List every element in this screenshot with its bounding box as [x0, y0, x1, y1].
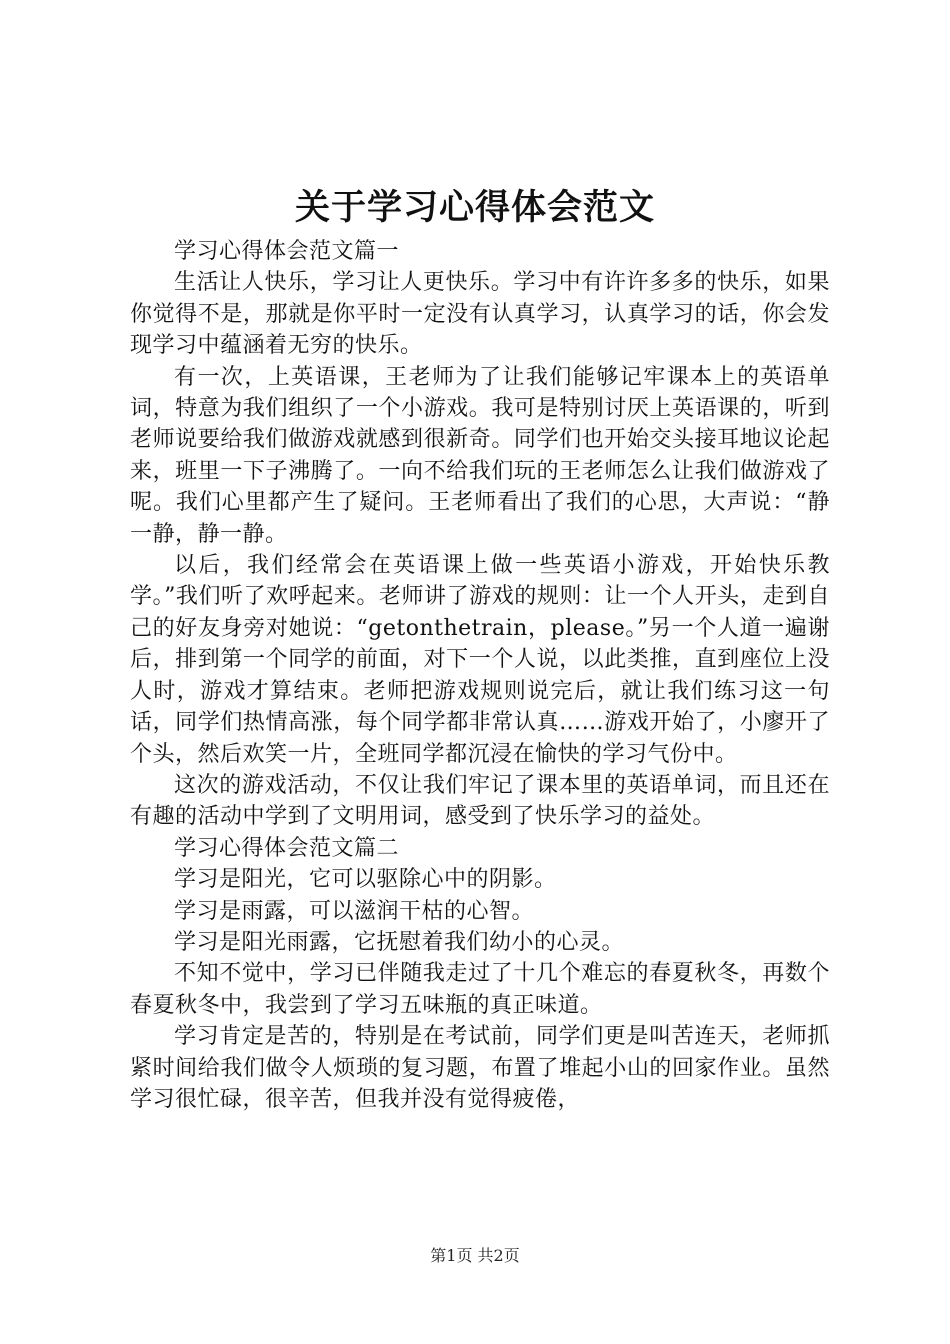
paragraph: 学习肯定是苦的，特别是在考试前，同学们更是叫苦连天，老师抓紧时间给我们做令人烦琐的复习题，布置了堆起小山的回家作业。虽然学习很忙碌，很辛苦，但我并没有觉得疲倦， — [130, 1024, 830, 1112]
section-heading-1: 学习心得体会范文篇一 — [174, 239, 400, 264]
paragraph: 不知不觉中，学习已伴随我走过了十几个难忘的春夏秋冬，再数个春夏秋冬中，我尝到了学习五味瓶的真正味道。 — [130, 961, 830, 1018]
paragraph: 以后，我们经常会在英语课上做一些英语小游戏，开始快乐教学。”我们听了欢呼起来。老师讲了游戏的规则：让一个人开头，走到自己的好友身旁对她说：“getonthetrain，please。”另一个人道一遍谢后，排到第一个同学的前面，对下一个人说，以此类推，直到座位上没人时，游戏才算结束。老师把游戏规则说完后，就让我们练习这一句话，同学们热情高涨，每个同学都非常认真……游戏开始了，小廖开了个头，然后欢笑一片，全班同学都沉浸在愉快的学习气份中。 — [130, 553, 830, 767]
paragraph: 学习是雨露，可以滋润干枯的心智。 — [174, 898, 535, 924]
section-heading-2: 学习心得体会范文篇二 — [174, 835, 400, 861]
document-body — [130, 236, 830, 1115]
paragraph: 这次的游戏活动，不仅让我们牢记了课本里的英语单词，而且还在有趣的活动中学到了文明用词，感受到了快乐学习的益处。 — [130, 772, 830, 830]
paragraph: 学习是阳光，它可以驱除心中的阴影。 — [174, 867, 557, 893]
document-title: 关于学习心得体会范文 — [294, 188, 655, 228]
paragraph: 学习是阳光雨露，它抚慰着我们幼小的心灵。 — [174, 929, 625, 955]
paragraph: 有一次，上英语课，王老师为了让我们能够记牢课本上的英语单词，特意为我们组织了一个小游戏。我可是特别讨厌上英语课的，听到老师说要给我们做游戏就感到很新奇。同学们也开始交头接耳地议论起来，班里一下子沸腾了。一向不给我们玩的王老师怎么让我们做游戏了呢。我们心里都产生了疑问。王老师看出了我们的心思，大声说：“静一静，静一静。 — [130, 364, 830, 547]
page-number-footer: 第1页 共2页 — [430, 1246, 520, 1265]
paragraph: 生活让人快乐，学习让人更快乐。学习中有许许多多的快乐，如果你觉得不是，那就是你平时一定没有认真学习，认真学习的话，你会发现学习中蕴涵着无穷的快乐。 — [130, 270, 830, 359]
